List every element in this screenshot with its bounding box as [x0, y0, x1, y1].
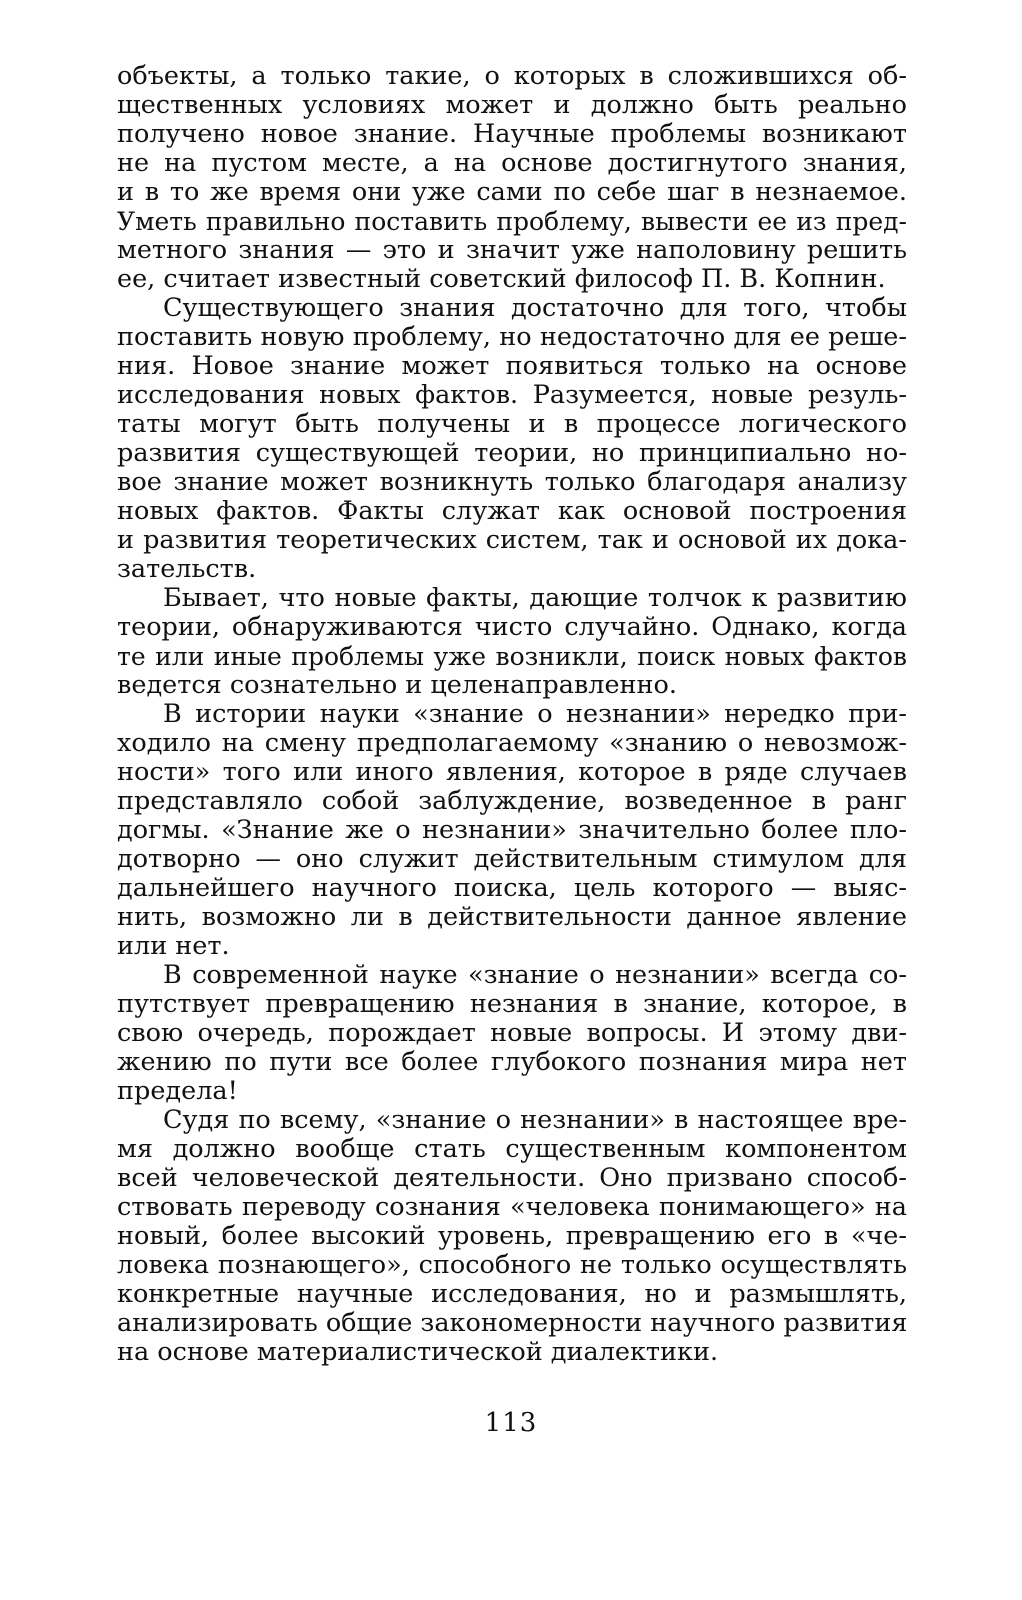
text-line: ствовать переводу сознания «человека понимающего» на — [117, 1192, 907, 1222]
text-line: ловека познающего», способного не только осуществлять — [117, 1250, 907, 1280]
text-line: исследования новых фактов. Разумеется, новые резуль- — [117, 380, 907, 410]
text-line: свою очередь, порождает новые вопросы. И этому дви- — [117, 1018, 907, 1048]
text-line: дотворно — оно служит действительным стимулом для — [117, 844, 907, 874]
text-line: Судя по всему, «знание о незнании» в настоящее вре- — [163, 1105, 907, 1135]
text-line: предела! — [117, 1076, 238, 1106]
text-line: догмы. «Знание же о незнании» значительно более пло- — [117, 815, 907, 845]
text-line: конкретные научные исследования, но и размышлять, — [117, 1279, 907, 1309]
text-line: поставить новую проблему, но недостаточно для ее реше- — [117, 322, 907, 352]
page-number: 113 — [484, 1408, 538, 1438]
text-line: всей человеческой деятельности. Оно призвано способ- — [117, 1163, 907, 1193]
paragraph — [117, 62, 907, 294]
text-line: развития существующей теории, но принципиально но- — [117, 438, 907, 468]
text-line: ния. Новое знание может появиться только на основе — [117, 351, 907, 381]
paragraph — [117, 961, 907, 1106]
paragraph — [117, 1106, 907, 1367]
text-line: анализировать общие закономерности научного развития — [117, 1308, 908, 1338]
text-line: В истории науки «знание о незнании» нередко при- — [163, 699, 907, 729]
text-line: и развития теоретических систем, так и основой их дока- — [117, 525, 907, 555]
text-line: не на пустом месте, а на основе достигнутого знания, — [117, 148, 907, 178]
text-line: метного знания — это и значит уже наполовину решить — [117, 235, 907, 265]
text-line: щественных условиях может и должно быть реально — [117, 90, 907, 120]
text-line: таты могут быть получены и в процессе логического — [117, 409, 907, 439]
text-line: Существующего знания достаточно для того, чтобы — [163, 293, 907, 323]
text-line: на основе материалистической диалектики. — [117, 1337, 719, 1367]
text-line: ности» того или иного явления, которое в ряде случаев — [117, 757, 907, 787]
text-line: новый, более высокий уровень, превращению его в «че- — [117, 1221, 907, 1251]
text-line: Уметь правильно поставить проблему, вывести ее из пред- — [117, 207, 907, 236]
paragraph — [117, 294, 907, 584]
text-line: получено новое знание. Научные проблемы возникают — [117, 119, 907, 149]
text-line: и в то же время они уже сами по себе шаг в незнаемое. — [117, 177, 907, 207]
text-line: вое знание может возникнуть только благодаря анализу — [117, 467, 907, 497]
text-line: теории, обнаруживаются чисто случайно. Однако, когда — [117, 612, 907, 642]
text-line: или нет. — [117, 931, 230, 961]
text-line: зательств. — [117, 554, 257, 584]
text-line: ведется сознательно и целенаправленно. — [117, 670, 677, 700]
text-line: ходило на смену предполагаемому «знанию о невозмож- — [117, 728, 907, 758]
text-line: Бывает, что новые факты, дающие толчок к развитию — [163, 583, 907, 613]
paragraph — [117, 700, 907, 961]
text-line: новых фактов. Факты служат как основой построения — [117, 496, 907, 526]
text-line: нить, возможно ли в действительности данное явление — [117, 902, 907, 932]
text-line: те или иные проблемы уже возникли, поиск новых фактов — [117, 642, 907, 671]
paragraph — [117, 584, 907, 700]
text-line: В современной науке «знание о незнании» всегда со- — [163, 960, 907, 990]
text-line: дальнейшего научного поиска, цель которого — выяс- — [117, 873, 907, 903]
text-line: жению по пути все более глубокого познания мира нет — [117, 1047, 907, 1077]
page-body — [117, 62, 907, 1367]
text-line: путствует превращению незнания в знание, которое, в — [117, 989, 907, 1019]
text-line: представляло собой заблуждение, возведенное в ранг — [117, 786, 907, 816]
text-line: объекты, а только такие, о которых в сложившихся об- — [117, 61, 907, 91]
text-line: мя должно вообще стать существенным компонентом — [117, 1134, 907, 1164]
text-line: ее, считает известный советский философ П. В. Копнин. — [117, 264, 886, 294]
